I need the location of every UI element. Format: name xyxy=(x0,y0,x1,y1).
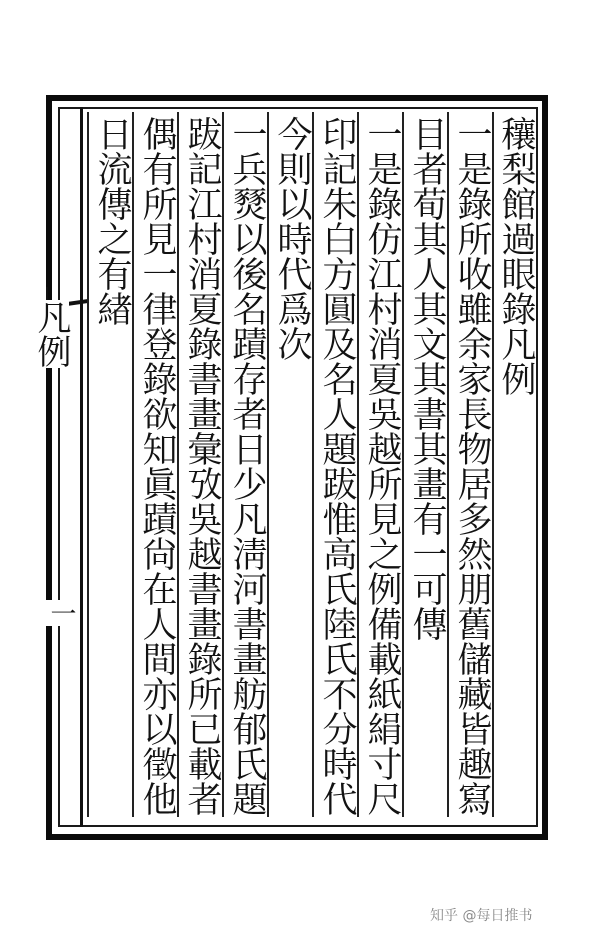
text-column: 一是錄所收雖余家長物居多然朋舊儲藏皆趣寫 xyxy=(447,112,492,817)
text-column-title: 穰梨館過眼錄凡例 xyxy=(492,112,536,817)
text-column: 日流傳之有緖 xyxy=(87,112,132,817)
watermark-text: 知乎 @每日推书 xyxy=(430,908,533,924)
book-margin xyxy=(58,107,83,827)
margin-title: 凡例 xyxy=(31,300,71,368)
text-column: 一是錄仿江村消夏吳越所見之例備載紙絹寸尺 xyxy=(357,112,402,817)
text-column: 跋記江村消夏錄書畫彙攷吳越書畫錄所已載者 xyxy=(177,112,222,817)
text-column: 今則以時代爲次 xyxy=(267,112,312,817)
text-column: 偶有所見一律登錄欲知眞蹟尙在人間亦以徵他 xyxy=(132,112,177,817)
watermark xyxy=(430,905,532,925)
text-column: 一兵燹以後名蹟存者日少凡淸河書畫舫郁氏題 xyxy=(222,112,267,817)
text-column: 印記朱白方圓及名人題跋惟高氏陸氏不分時代 xyxy=(312,112,357,817)
text-column: 目者荀其人其文其書其畫有一可傳 xyxy=(402,112,447,817)
margin-page-number: 一 xyxy=(40,600,80,626)
